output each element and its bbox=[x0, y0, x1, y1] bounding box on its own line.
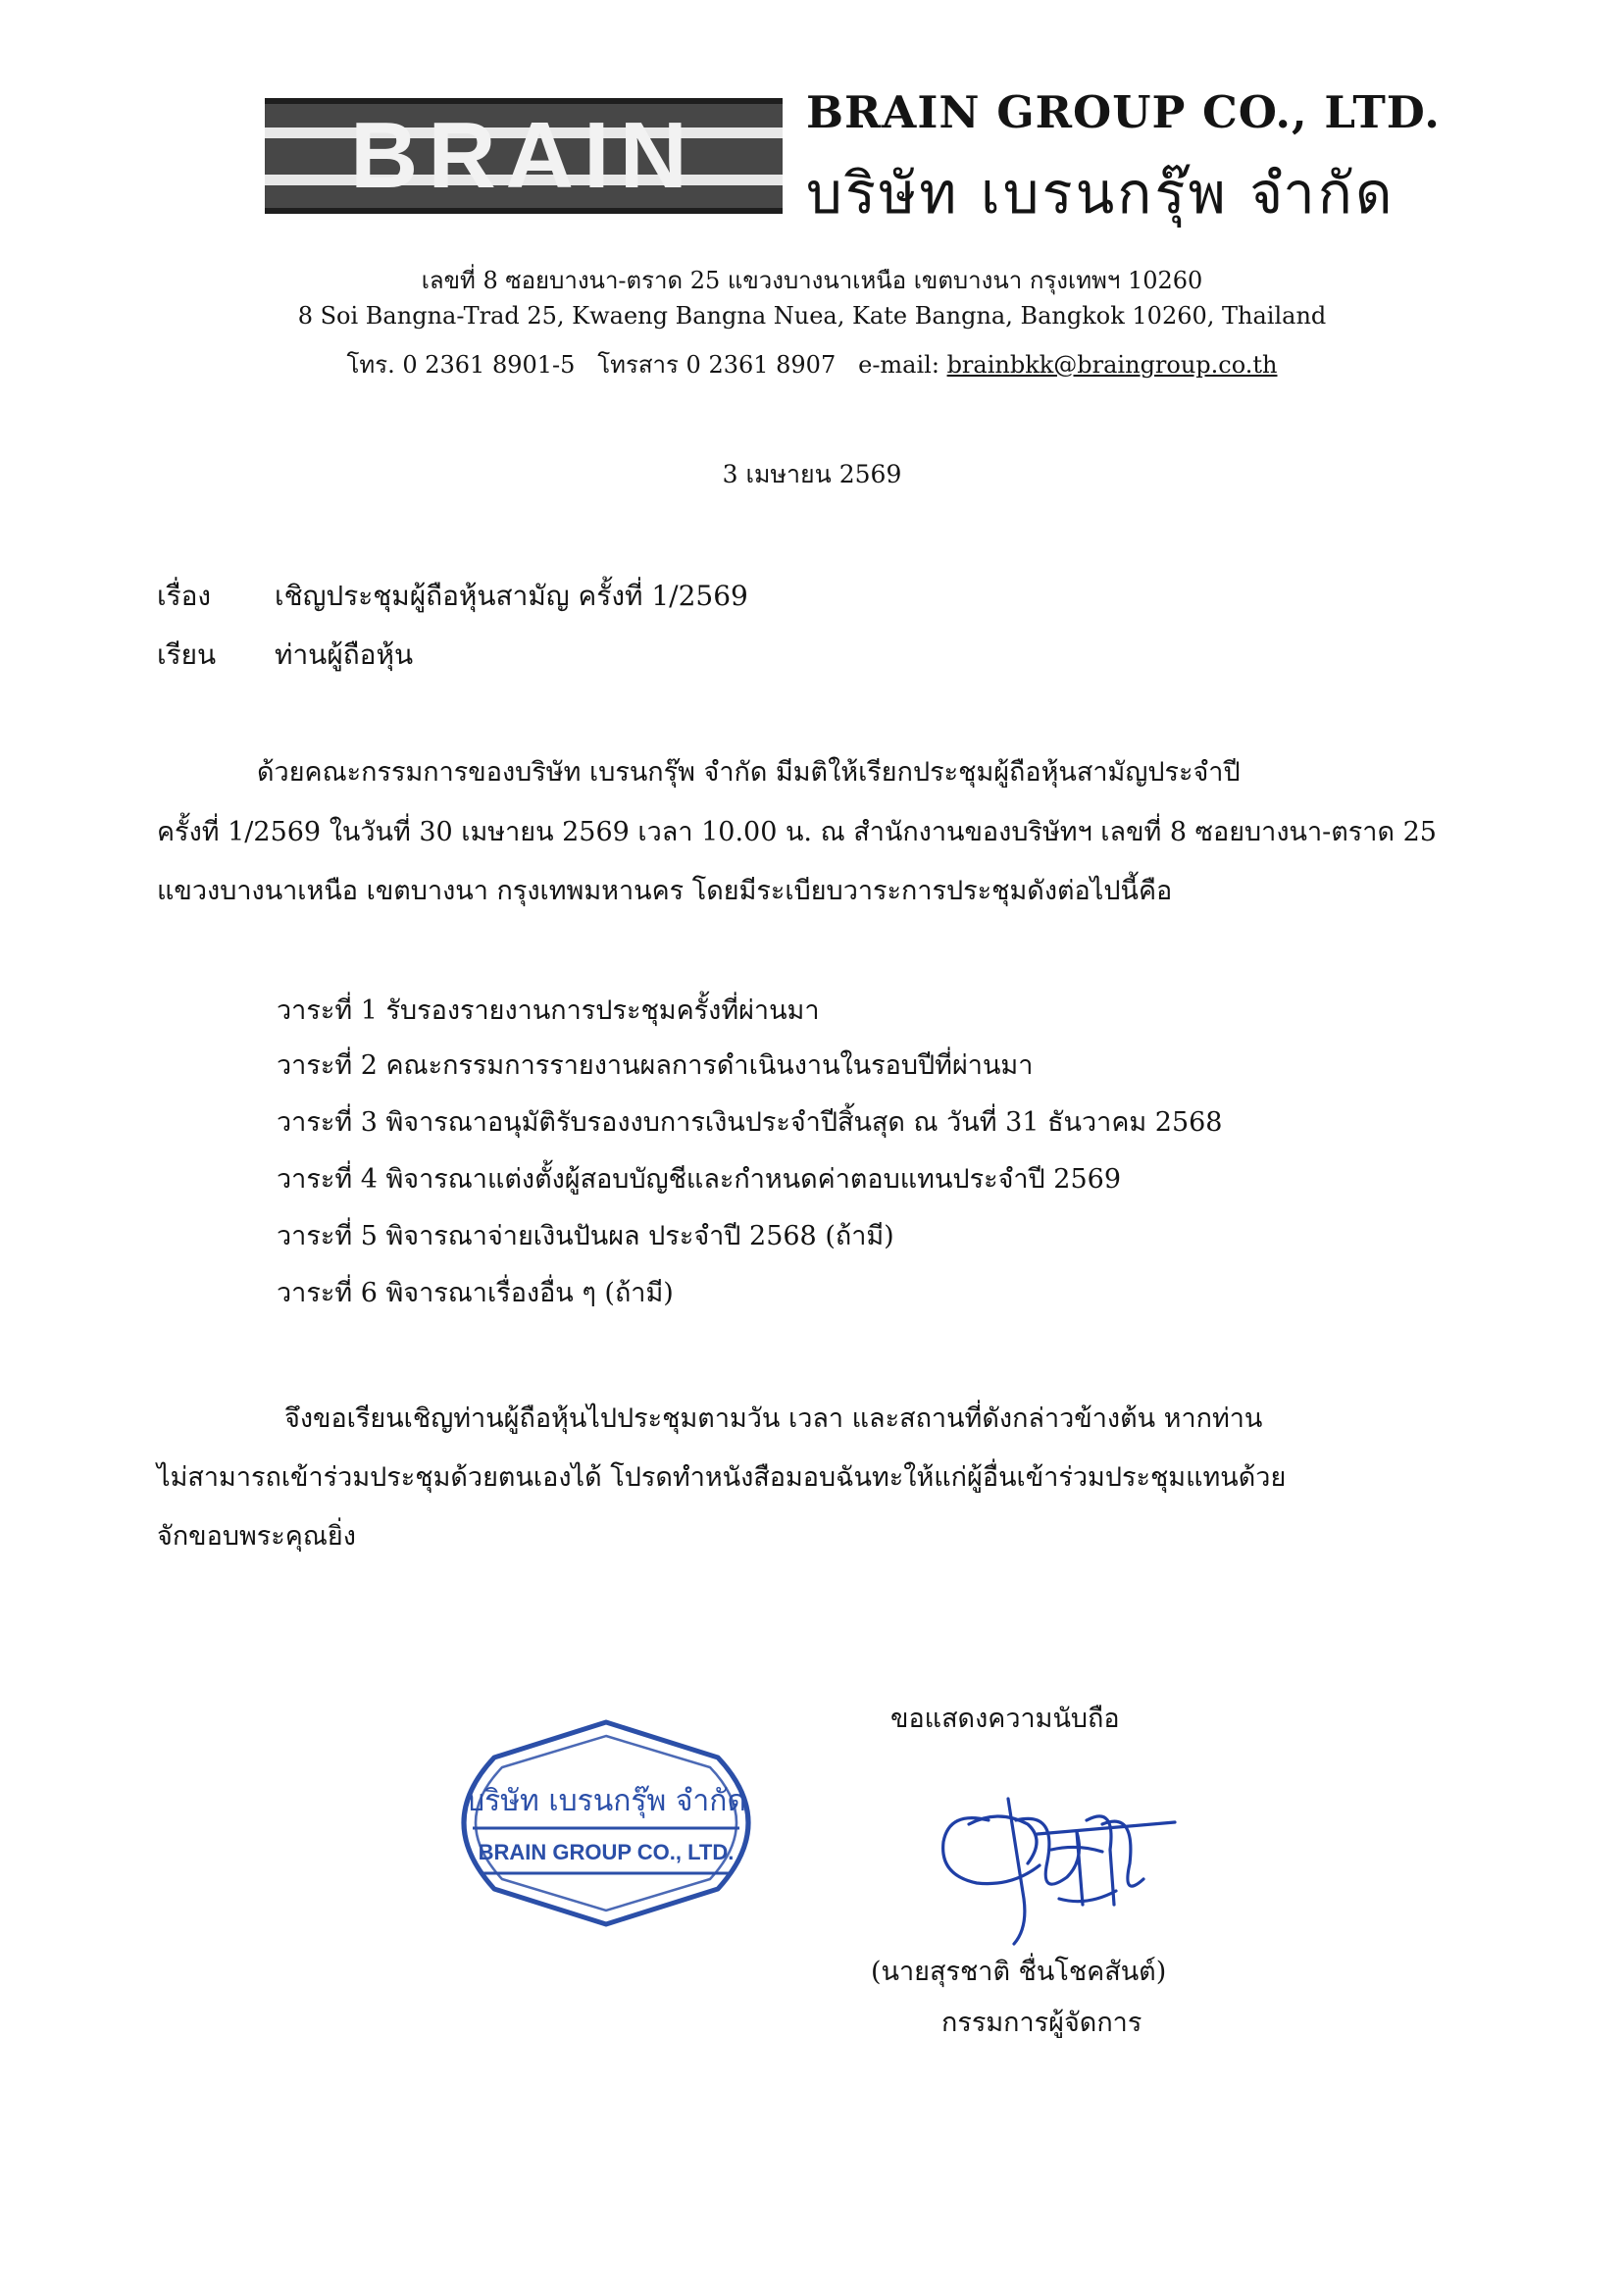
agenda-item: วาระที่ 1 รับรองรายงานการประชุมครั้งที่ผ่านมา bbox=[277, 995, 820, 1026]
letter-date: 3 เมษายน 2569 bbox=[722, 460, 902, 488]
agenda-item: วาระที่ 6 พิจารณาเรื่องอื่น ๆ (ถ้ามี) bbox=[277, 1278, 674, 1308]
stamp-english-text: BRAIN GROUP CO., LTD. bbox=[478, 1840, 735, 1864]
recipient-label: เรียน bbox=[157, 638, 217, 671]
intro-line: ด้วยคณะกรรมการของบริษัท เบรนกรุ๊พ จำกัด มีมติให้เรียกประชุมผู้ถือหุ้นสามัญประจำปี bbox=[257, 757, 1241, 788]
signer-title: กรรมการผู้จัดการ bbox=[941, 2008, 1142, 2038]
company-name-en: BRAIN GROUP CO., LTD. bbox=[806, 86, 1441, 138]
subject-label: เรื่อง bbox=[157, 580, 212, 612]
contact-line bbox=[0, 345, 1624, 383]
signature bbox=[930, 1781, 1185, 1958]
company-name-th: บริษัท เบรนกรุ๊พ จำกัด bbox=[806, 160, 1396, 227]
recipient-text: ท่านผู้ถือหุ้น bbox=[275, 638, 414, 671]
signer-name: (นายสุรชาติ ชื่นโชคสันต์) bbox=[871, 1957, 1167, 1987]
logo-text: BRAIN bbox=[350, 103, 697, 208]
address-english: 8 Soi Bangna-Trad 25, Kwaeng Bangna Nuea, Kate Bangna, Bangkok 10260, Thailand bbox=[297, 302, 1327, 330]
agenda-item: วาระที่ 4 พิจารณาแต่งตั้งผู้สอบบัญชีและกำหนดค่าตอบแทนประจำปี 2569 bbox=[277, 1164, 1121, 1195]
agenda-item: วาระที่ 2 คณะกรรมการรายงานผลการดำเนินงานในรอบปีที่ผ่านมา bbox=[277, 1050, 1034, 1081]
company-logo bbox=[265, 98, 783, 214]
address-thai: เลขที่ 8 ซอยบางนา-ตราด 25 แขวงบางนาเหนือ เขตบางนา กรุงเทพฯ 10260 bbox=[421, 267, 1203, 294]
closing-line: จึงขอเรียนเชิญท่านผู้ถือหุ้นไปประชุมตามวัน เวลา และสถานที่ดังกล่าวข้างต้น หากท่าน bbox=[284, 1403, 1263, 1434]
intro-line: แขวงบางนาเหนือ เขตบางนา กรุงเทพมหานคร โดยมีระเบียบวาระการประชุมดังต่อไปนี้คือ bbox=[157, 876, 1173, 906]
closing-line: ไม่สามารถเข้าร่วมประชุมด้วยตนเองได้ โปรดทำหนังสือมอบฉันทะให้แก่ผู้อื่นเข้าร่วมประชุมแทนด้วย bbox=[157, 1462, 1287, 1493]
company-stamp bbox=[424, 1714, 788, 1932]
phone-fax-text: โทร. 0 2361 8901-5 โทรสาร 0 2361 8907 e-mail: bbox=[346, 351, 947, 379]
subject-text: เชิญประชุมผู้ถือหุ้นสามัญ ครั้งที่ 1/2569 bbox=[275, 580, 748, 612]
intro-line: ครั้งที่ 1/2569 ในวันที่ 30 เมษายน 2569 เวลา 10.00 น. ณ สำนักงานของบริษัทฯ เลขที่ 8 ซอยบางนา-ตราด 25 bbox=[157, 817, 1437, 847]
agenda-item: วาระที่ 5 พิจารณาจ่ายเงินปันผล ประจำปี 2568 (ถ้ามี) bbox=[277, 1221, 894, 1251]
closing-line: จักขอบพระคุณยิ่ง bbox=[157, 1521, 356, 1552]
email-link[interactable]: brainbkk@braingroup.co.th bbox=[946, 351, 1278, 379]
stamp-thai-text: บริษัท เบรนกรุ๊พ จำกัด bbox=[466, 1784, 746, 1818]
sign-off: ขอแสดงความนับถือ bbox=[890, 1704, 1120, 1734]
agenda-item: วาระที่ 3 พิจารณาอนุมัติรับรองงบการเงินประจำปีสิ้นสุด ณ วันที่ 31 ธันวาคม 2568 bbox=[277, 1107, 1223, 1138]
